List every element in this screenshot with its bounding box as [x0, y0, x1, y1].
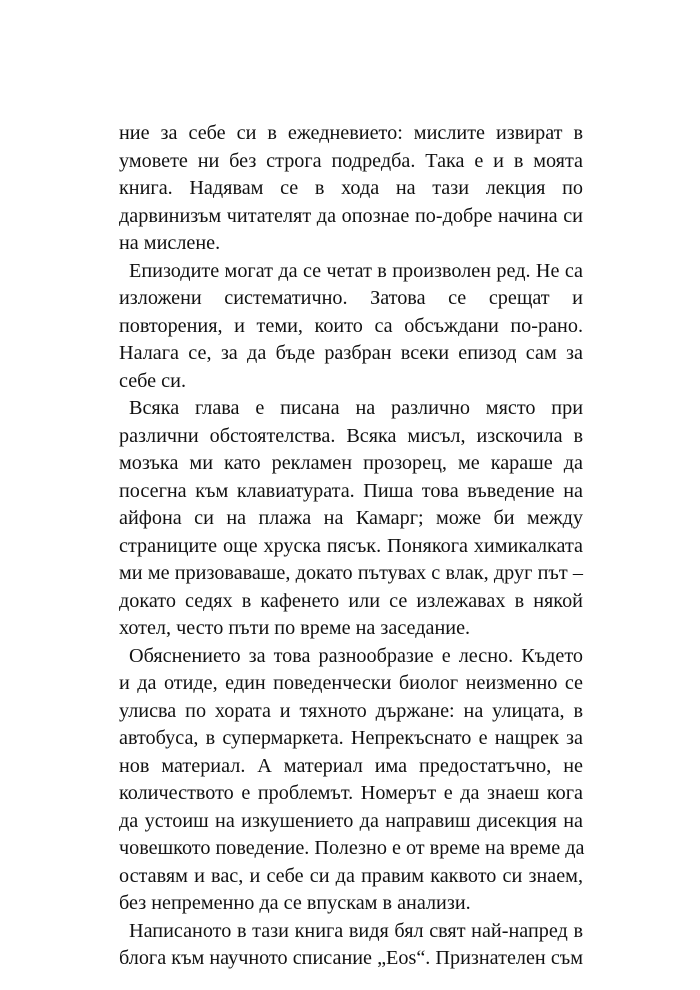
- text-line: без непременно да се впускам в анализи.: [119, 892, 471, 914]
- paragraph-2: [119, 258, 583, 396]
- text-line: докато седях в кафенето или се излежавах в някой: [119, 589, 583, 612]
- text-line: Обяснението за това разнообразие е лесно. Където: [129, 644, 583, 667]
- text-line: да устоиш на изкушението да направиш дисекция на: [119, 809, 583, 832]
- text-line: автобуса, в супермаркета. Непрекъснато е нащрек за: [119, 727, 583, 749]
- paragraph-4: [119, 643, 583, 918]
- text-line: оставям и вас, и себе си да правим каквото си знаем,: [119, 864, 583, 887]
- text-line: количеството е проблемът. Номерът е да знаеш кога: [119, 782, 583, 804]
- text-line: Налага се, за да бъде разбран всеки епизод сам за: [119, 342, 583, 364]
- paragraph-5: [119, 918, 583, 973]
- text-line: Всяка глава е писана на различно място при: [129, 397, 583, 419]
- text-line: мозъка ми като рекламен прозорец, ме караше да: [119, 452, 583, 474]
- text-line: умовете ни без строга подредба. Така е и в моята: [119, 149, 583, 172]
- text-line: повторения, и теми, които са обсъждани по-рано.: [119, 314, 583, 337]
- text-line: книга. Надявам се в хода на тази лекция по: [119, 177, 583, 199]
- text-line: страниците още хруска пясък. Понякога химикалката: [119, 534, 583, 557]
- text-line: изложени систематично. Затова се срещат и: [119, 287, 583, 309]
- text-line: хотел, често пъти по време на заседание.: [119, 617, 471, 639]
- paragraph-1: [119, 120, 583, 258]
- text-line: блога към научното списание „Eos“. Признателен съм: [119, 947, 583, 969]
- text-line: човешкото поведение. Полезно е от време на време да: [119, 837, 585, 859]
- text-line: дарвинизъм читателят да опознае по-добре начина си: [119, 204, 583, 227]
- text-line: улисва по хората и тяхното държане: на улицата, в: [119, 699, 583, 722]
- text-line: ние за себе си в ежедневието: мислите извират в: [119, 122, 583, 144]
- body-text: [119, 120, 583, 973]
- text-line: различни обстоятелства. Всяка мисъл, изскочила в: [119, 424, 583, 447]
- text-line: на мислене.: [119, 232, 221, 254]
- text-line: ми ме призоваваше, докато пътувах с влак, друг път –: [119, 562, 583, 584]
- text-line: посегна към клавиатурата. Пиша това въведение на: [119, 479, 583, 502]
- paragraph-3: [119, 395, 583, 643]
- text-line: Написаното в тази книга видя бял свят най-напред в: [129, 919, 583, 942]
- text-line: айфона си на плажа на Камарг; може би между: [119, 507, 583, 529]
- text-line: Епизодите могат да се четат в произволен ред. Не са: [129, 259, 583, 282]
- text-line: и да отиде, един поведенчески биолог неизменно се: [119, 672, 583, 694]
- text-line: себе си.: [119, 369, 186, 392]
- text-line: нов материал. А материал има предостатъчно, не: [119, 754, 583, 777]
